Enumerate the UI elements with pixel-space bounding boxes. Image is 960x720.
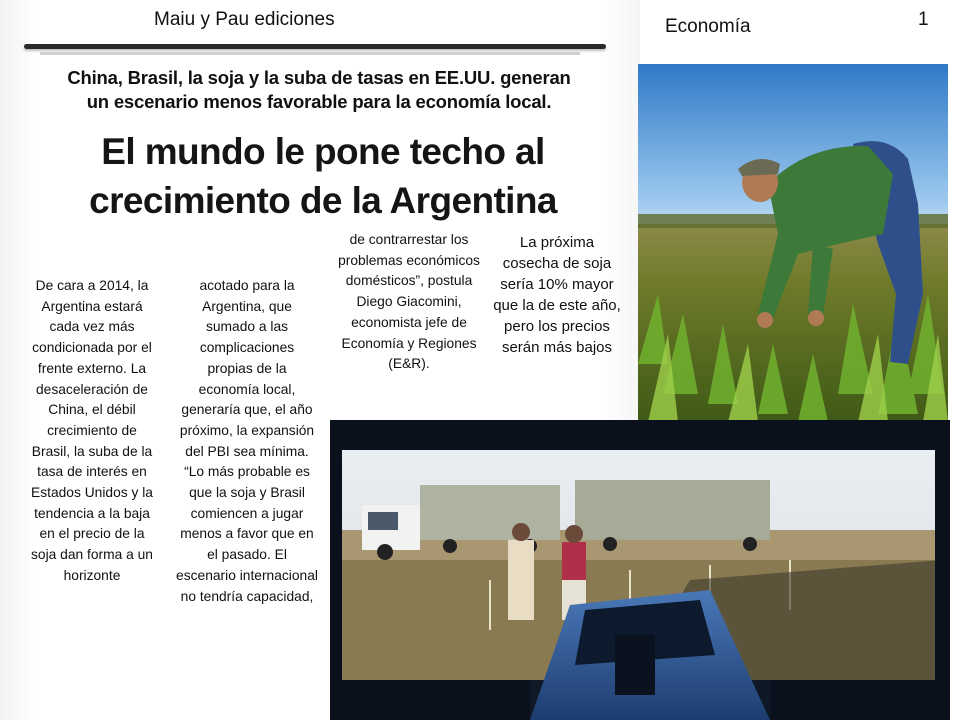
page-number: 1	[918, 9, 929, 30]
section-name: Economía	[665, 16, 751, 37]
farmer-photo	[638, 64, 948, 422]
article-column-2: acotado para la Argentina, que sumado a las complicaciones propias de la economía local, generaría que, el año próximo, la expansión del PBI sea mínima. “Lo más probable es que la soja y Brasil comiencen a jugar menos a favor que en el pasado. El escenario internacional no tendría capacidad,	[176, 278, 318, 604]
article-column-3: de contrarrestar los problemas económicos domésticos”, postula Diego Giacomini, economista jefe de Economía y Regiones (E&R).	[338, 232, 480, 372]
subhead-line-2: un escenario menos favorable para la economía local.	[86, 91, 552, 112]
article-headline	[40, 127, 606, 225]
headline-line-1: El mundo le pone techo al	[101, 131, 545, 172]
farmer-illustration	[638, 64, 948, 422]
tractor-illustration	[330, 420, 950, 720]
pull-quote: La próxima cosecha de soja sería 10% mayor que la de este año, pero los precios serán más bajos	[493, 234, 621, 356]
subhead-line-1: China, Brasil, la soja y la suba de tasas en EE.UU. generan	[67, 67, 571, 88]
article-column-1: De cara a 2014, la Argentina estará cada vez más condicionada por el frente externo. La desaceleración de China, el débil crecimiento de Brasil, la suba de la tasa de interés en Estados Unidos y la tendencia a la baja en el precio de la soja dan forma a un horizonte	[31, 278, 153, 583]
header-rule	[24, 44, 606, 49]
tractor-photo	[330, 420, 950, 720]
headline-line-2: crecimiento de la Argentina	[89, 180, 557, 221]
publisher-name: Maiu y Pau ediciones	[154, 9, 335, 30]
page-header	[0, 0, 960, 46]
header-rule-shadow	[40, 52, 580, 55]
article-subhead	[18, 66, 620, 114]
